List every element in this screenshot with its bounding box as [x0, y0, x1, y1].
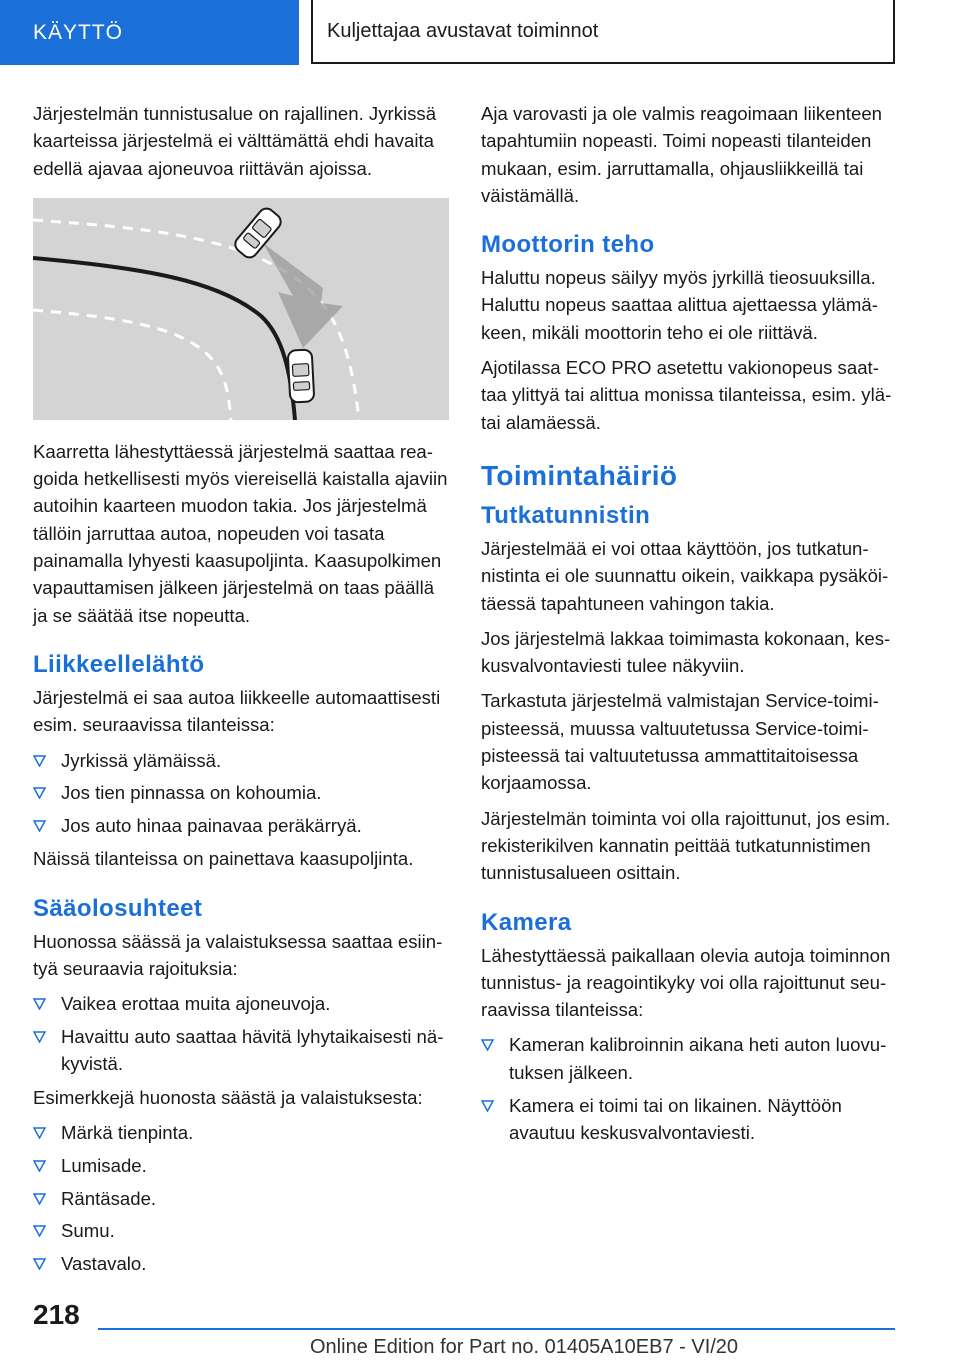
kamera-list: [481, 1031, 897, 1146]
curve-paragraph: Kaarretta lähestyttäessä järjestelmä saattaa reagoida hetkellisesti myös viereisellä kaistalla ajaviin autoihin kaarteen muodon takia. Jos järjestelmä tällöin jarruttaa autoa, nopeuden voi tasata painamalla lyhyesti kaasupoljinta. Kaasupolkimen vapauttamisen jälkeen järjestelmä on taas päällä ja se säätää itse nopeutta.: [33, 440, 448, 626]
page-number: 218: [33, 1299, 80, 1330]
heading-tutkatunnistin: Tutkatunnistin: [481, 501, 651, 529]
list-item-text: Jos auto hinaa painavaa peräkärryä.: [61, 815, 362, 837]
list-item-text: Jyrkissä ylämäissä.: [61, 749, 222, 771]
header-chapter-title: Kuljettajaa avustavat toiminnot: [311, 0, 895, 64]
list-item: [481, 1092, 897, 1147]
heading-toimintahairio: Toimintahäiriö: [481, 459, 678, 491]
kamera-text: Lähestyttäessä paikallaan olevia autoja toiminnon tunnistus- ja reagointikyky voi olla rajoittunut seuraavissa tilanteissa:: [481, 944, 891, 1021]
list-item: [33, 812, 449, 839]
right-column: [481, 100, 897, 1152]
list-item-text: Lumisade.: [61, 1154, 147, 1176]
own-car-icon: [288, 349, 315, 402]
list-item: [33, 1250, 449, 1277]
bullet-triangle-icon: [33, 755, 46, 767]
list-item-text: Havaittu auto saattaa hävitä lyhytaikaisesti näkyvistä.: [61, 1026, 444, 1075]
curve-illustration: [33, 198, 449, 420]
road-surface: [33, 198, 449, 420]
saa-examples-list: [33, 1119, 449, 1277]
header-section-label: KÄYTTÖ: [0, 0, 299, 65]
tutka-paragraph-1: Järjestelmää ei voi ottaa käyttöön, jos tutkatunnistinta ei ole suunnattu oikein, vaikkapa pysäköitäessä tapahtuneen vahingon takia.: [481, 537, 889, 614]
bullet-triangle-icon: [33, 1160, 46, 1172]
heading-kamera: Kamera: [481, 908, 572, 936]
list-item-text: Vastavalo.: [61, 1253, 147, 1275]
list-item: [33, 747, 449, 774]
list-item-text: Sumu.: [61, 1220, 115, 1242]
list-item: [33, 1119, 449, 1146]
moottori-paragraph-2: Ajotilassa ECO PRO asetettu vakionopeus saattaa ylittyä tai alittua monissa tilanteissa, esim. ylä- tai alamäessä.: [481, 357, 892, 433]
tutka-paragraph-3: Tarkastuta järjestelmä valmistajan Service-toimipisteessä, muussa valtuutetussa Service-toimipisteessä tai valtuutetussa ammattitaitoisessa korjaamossa.: [481, 690, 879, 794]
list-item: [33, 1217, 449, 1244]
liikkeelle-text: Järjestelmä ei saa autoa liikkeelle automaattisesti esim. seuraavissa tilanteissa:: [33, 686, 441, 736]
bullet-triangle-icon: [33, 787, 46, 799]
list-item-text: Kamera ei toimi tai on likainen. Näyttöön avautuu keskusvalvontaviesti.: [509, 1094, 842, 1143]
bullet-triangle-icon: [33, 1225, 46, 1237]
list-item-text: Märkä tienpinta.: [61, 1122, 194, 1144]
right-intro-paragraph: Aja varovasti ja ole valmis reagoimaan liikenteen tapahtumiin nopeasti. Toimi nopeasti tilanteiden mukaan, esim. jarruttamalla, ohjausliikkeillä tai väistämällä.: [481, 103, 883, 206]
bullet-triangle-icon: [33, 1258, 46, 1270]
bullet-triangle-icon: [33, 1127, 46, 1139]
list-item: [481, 1031, 897, 1086]
list-item: [33, 990, 449, 1017]
saa-examples-label: Esimerkkejä huonosta säästä ja valaistuksesta:: [33, 1086, 423, 1108]
list-item-text: Vaikea erottaa muita ajoneuvoja.: [61, 993, 331, 1015]
list-item: [33, 1185, 449, 1212]
list-item-text: Räntäsade.: [61, 1187, 157, 1209]
bullet-triangle-icon: [33, 998, 46, 1010]
saa-text: Huonossa säässä ja valaistuksessa saattaa esiintyä seuraavia rajoituksia:: [33, 930, 443, 980]
heading-liikkeellelahto: Liikkeellelähtö: [33, 650, 205, 678]
liikkeelle-after: Näissä tilanteissa on painettava kaasupoljinta.: [33, 848, 414, 870]
intro-paragraph: Järjestelmän tunnistusalue on rajallinen. Jyrkissä kaarteissa järjestelmä ei välttämättä ehdi havaita edellä ajavaa ajoneuvoa riittävän ajoissa.: [33, 103, 437, 179]
left-column: [33, 100, 449, 1284]
footer-divider: [98, 1328, 895, 1330]
list-item: [33, 1023, 449, 1078]
list-item: [33, 1152, 449, 1179]
saa-list: [33, 990, 449, 1077]
heading-moottorin-teho: Moottorin teho: [481, 231, 655, 259]
bullet-triangle-icon: [33, 1031, 46, 1043]
tutka-paragraph-4: Järjestelmän toiminta voi olla rajoittunut, jos esim. rekisterikilven kannatin peittää tutkatunnistimen tunnistusalueen osittain.: [481, 807, 891, 884]
tutka-paragraph-2: Jos järjestelmä lakkaa toimimasta kokonaan, keskusvalvontaviesti tulee näkyviin.: [481, 627, 891, 677]
liikkeelle-list: [33, 747, 449, 840]
bullet-triangle-icon: [481, 1100, 494, 1112]
list-item-text: Kameran kalibroinnin aikana heti auton luovutuksen jälkeen.: [509, 1034, 887, 1083]
list-item: [33, 779, 449, 806]
bullet-triangle-icon: [33, 1193, 46, 1205]
bullet-triangle-icon: [481, 1039, 494, 1051]
bullet-triangle-icon: [33, 820, 46, 832]
moottori-paragraph-1: Haluttu nopeus säilyy myös jyrkillä tieosuuksilla. Haluttu nopeus saattaa alittua ajettaessa ylämäkeen, mikäli moottorin teho ei ole riittävä.: [481, 267, 878, 343]
footer-edition: Online Edition for Part no. 01405A10EB7 - VI/20: [310, 1336, 739, 1358]
heading-saaolosuhteet: Sääolosuhteet: [33, 894, 203, 922]
list-item-text: Jos tien pinnassa on kohoumia.: [61, 782, 322, 804]
